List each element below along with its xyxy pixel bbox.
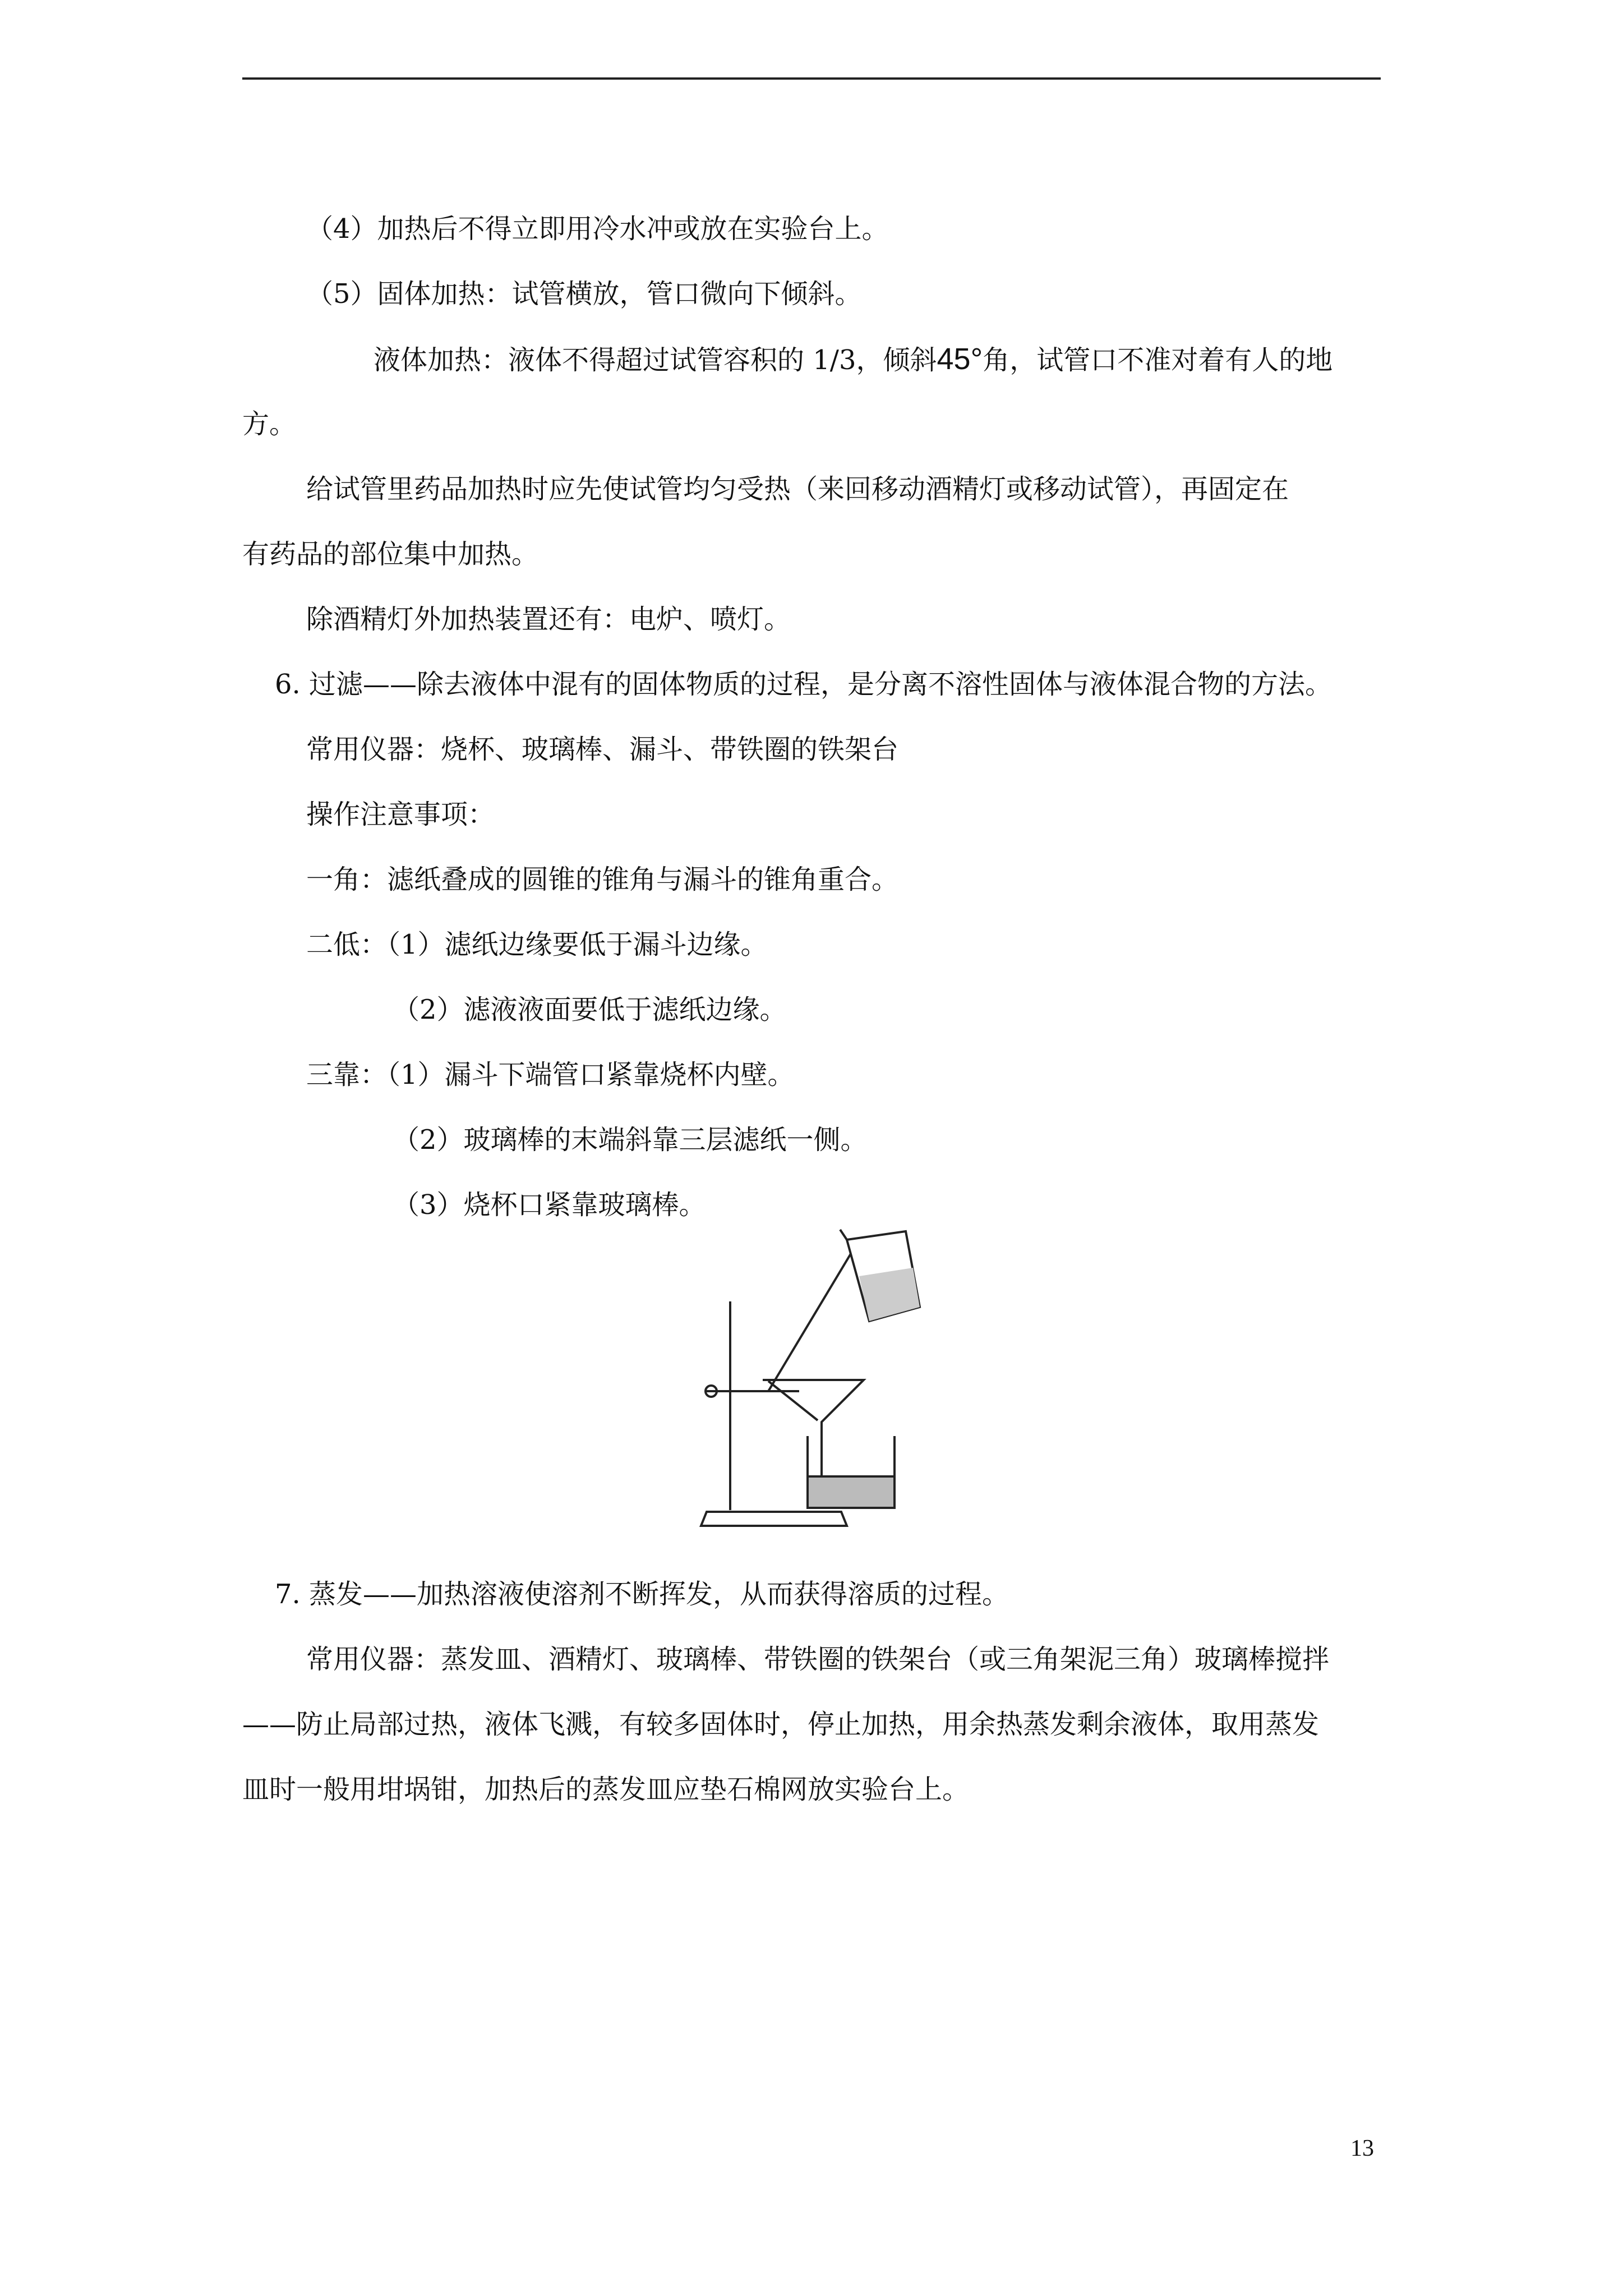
text-line-other-devices: 除酒精灯外加热装置还有：电炉、喷灯。 [306, 604, 791, 635]
text-line-filtration-instruments: 常用仪器：烧杯、玻璃棒、漏斗、带铁圈的铁架台 [306, 734, 899, 765]
text-line-liquid-heating-cont: 方。 [242, 408, 297, 440]
section-heading-evaporation: 7. 蒸发——加热溶液使溶剂不断挥发，从而获得溶质的过程。 [275, 1579, 1009, 1610]
section-heading-filtration: 6. 过滤——除去液体中混有的固体物质的过程，是分离不溶性固体与液体混合物的方法。 [275, 669, 1332, 700]
text-line-evaporation-cont-2: 皿时一般用坩埚钳，加热后的蒸发皿应垫石棉网放实验台上。 [242, 1774, 970, 1805]
filtration-apparatus-figure [679, 1223, 942, 1537]
text-line-evaporation-instruments: 常用仪器：蒸发皿、酒精灯、玻璃棒、带铁圈的铁架台（或三角架泥三角）玻璃棒搅拌 [306, 1644, 1330, 1675]
text-line-evaporation-cont-1: ——防止局部过热，液体飞溅，有较多固体时，停止加热，用余热蒸发剩余液体，取用蒸发 [242, 1709, 1320, 1740]
filtration-apparatus-icon [679, 1223, 942, 1537]
text-line-precautions: 操作注意事项： [306, 799, 495, 830]
liquid-heating-part1: 液体加热：液体不得超过试管容积的 1/3，倾斜 [374, 344, 937, 376]
text-line-liquid-heating [374, 342, 1332, 377]
text-line-two-low-1: 二低：（1）滤纸边缘要低于漏斗边缘。 [306, 929, 768, 960]
text-line-three-lean-1: 三靠：（1）漏斗下端管口紧靠烧杯内壁。 [306, 1059, 795, 1091]
text-line-preheat: 给试管里药品加热时应先使试管均匀受热（来回移动酒精灯或移动试管），再固定在 [306, 473, 1289, 505]
text-line-one-angle: 一角：滤纸叠成的圆锥的锥角与漏斗的锥角重合。 [306, 864, 899, 895]
text-line-three-lean-2: （2）玻璃棒的末端斜靠三层滤纸一侧。 [393, 1124, 868, 1156]
liquid-heating-part2: 角，试管口不准对着有人的地 [983, 344, 1333, 376]
text-line-preheat-cont: 有药品的部位集中加热。 [242, 539, 539, 570]
page-number: 13 [1350, 2136, 1374, 2161]
text-line-two-low-2: （2）滤液液面要低于滤纸边缘。 [393, 994, 787, 1025]
text-line-heat-5: （5）固体加热：试管横放，管口微向下倾斜。 [306, 278, 862, 310]
text-line-three-lean-3: （3）烧杯口紧靠玻璃棒。 [393, 1189, 706, 1221]
header-rule [242, 77, 1381, 80]
angle-45-degree: 45° [937, 342, 983, 376]
text-line-heat-4: （4）加热后不得立即用冷水冲或放在实验台上。 [306, 213, 889, 245]
